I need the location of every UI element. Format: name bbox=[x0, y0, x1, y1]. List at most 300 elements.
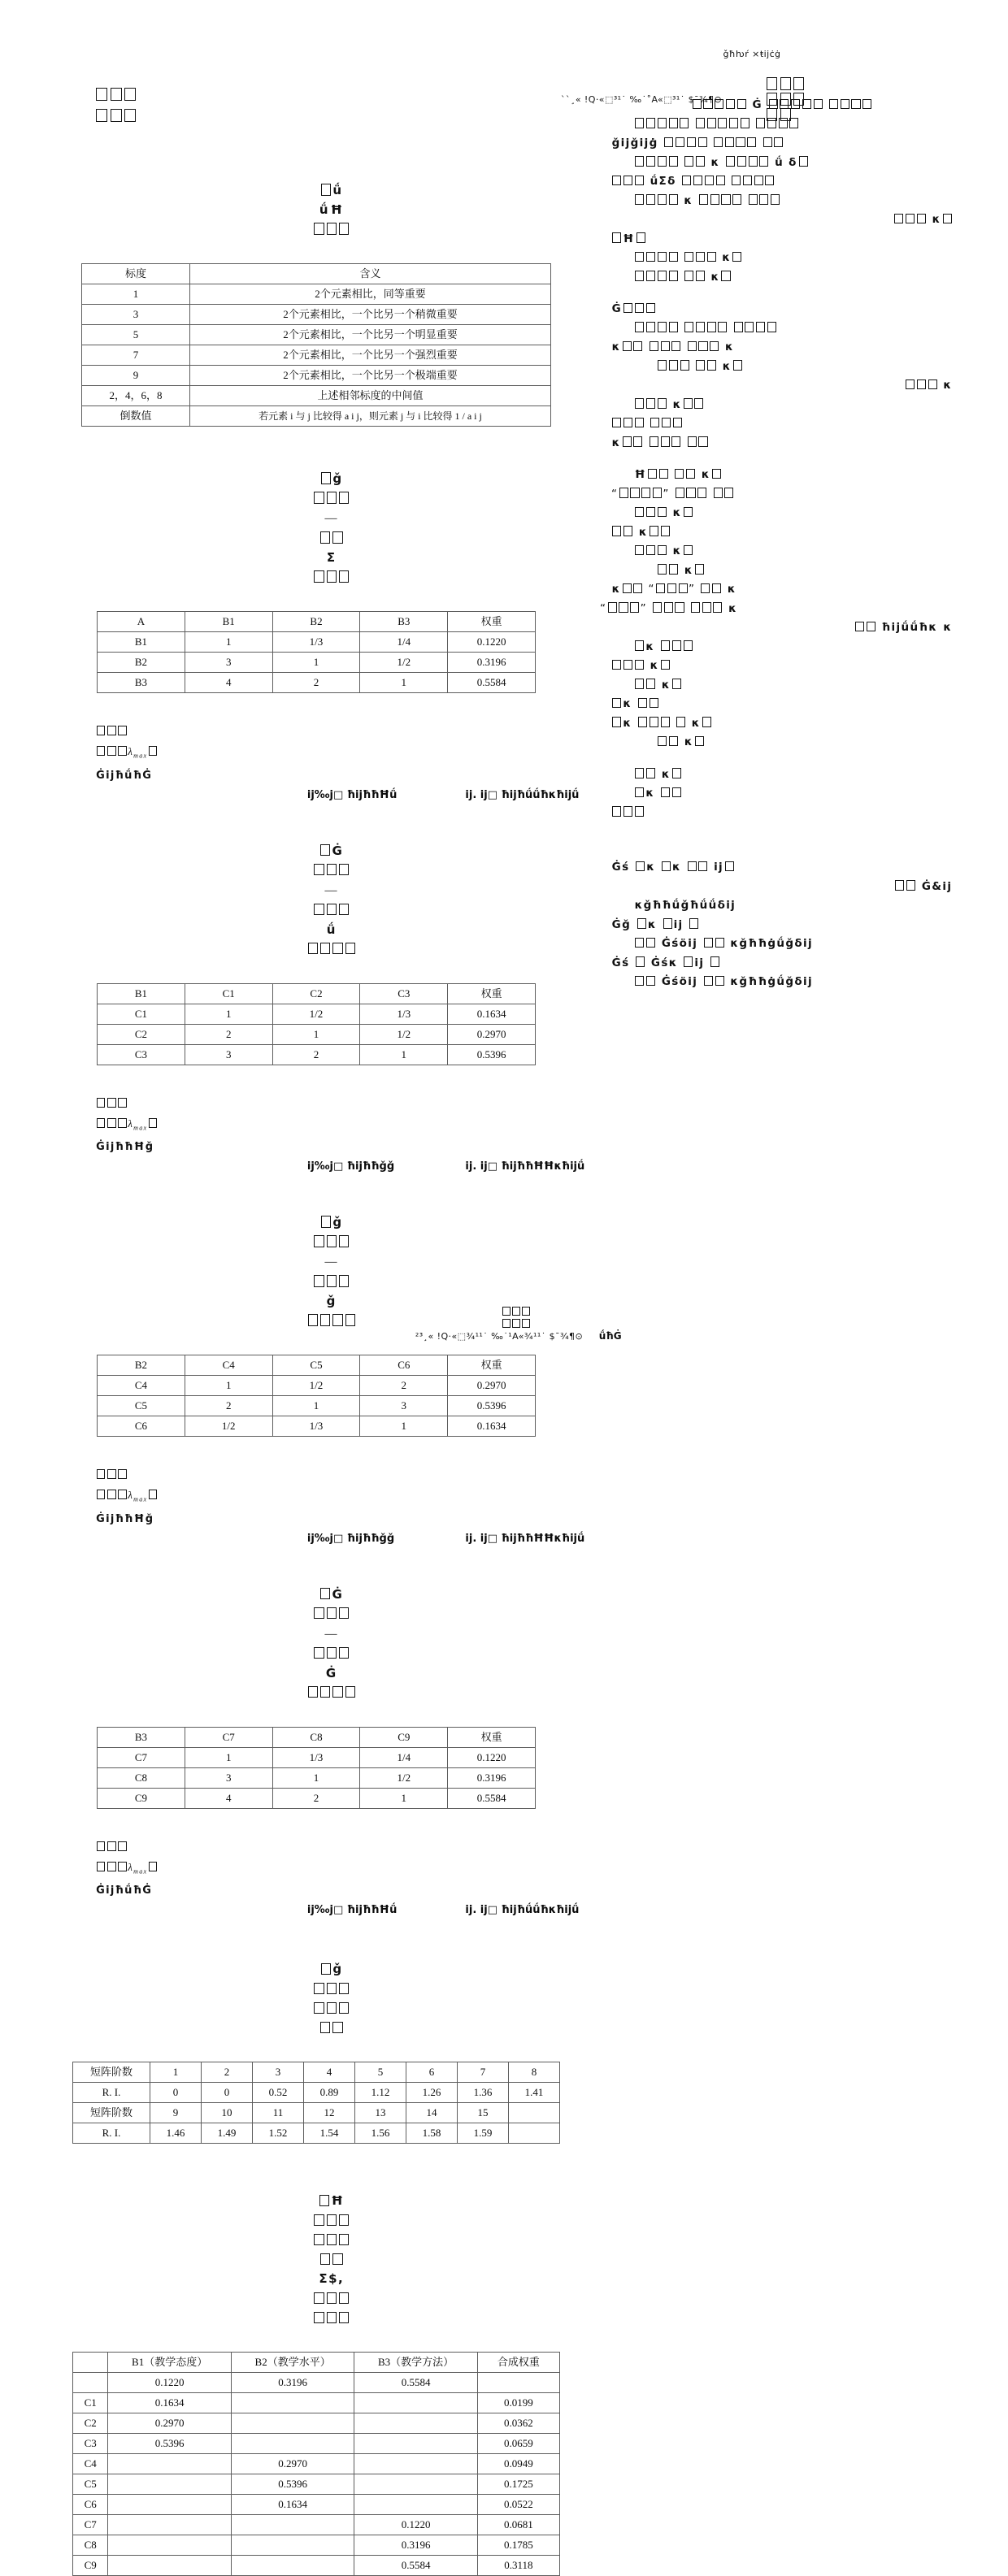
cell bbox=[354, 2413, 477, 2434]
table-ri-caption: ǧ bbox=[60, 1940, 572, 2057]
cell: 1.36 bbox=[458, 2083, 509, 2103]
cell: 2 bbox=[272, 1788, 360, 1808]
right-para-line: κ bbox=[611, 638, 953, 657]
comp-col-4: 合成权重 bbox=[477, 2353, 559, 2373]
right-para-line: κ κ bbox=[611, 340, 734, 353]
cell: C6 bbox=[98, 1416, 185, 1437]
table-ab-col-0: A bbox=[98, 612, 185, 632]
scale-meaning: 2个元素相比，一个比另一个明显重要 bbox=[190, 325, 551, 345]
table-row bbox=[73, 2556, 560, 2576]
table-ab-eigen-line bbox=[60, 703, 580, 805]
cr-value-b1c: ij. ij□ ħijħħĦĦκħijǘ bbox=[465, 1160, 585, 1173]
lambda-label-b1c: $\lambda_{max}$ ĠijħħĦǧ bbox=[60, 1075, 304, 1177]
table-row bbox=[73, 2393, 560, 2413]
right-list-item: Ġǧ κ ij bbox=[611, 916, 953, 935]
cell: 1/2 bbox=[360, 1024, 448, 1044]
scale-meaning: 上述相邻标度的中间值 bbox=[190, 386, 551, 406]
cell: B1 bbox=[98, 632, 185, 653]
cell: 1 bbox=[272, 1767, 360, 1788]
table-b3c bbox=[97, 1727, 536, 1809]
right-list-item: Ġś Ġśκ ij bbox=[611, 954, 953, 974]
comp-total: 0.0199 bbox=[477, 2393, 559, 2413]
table-b2c-caption: ǧ — ǧ bbox=[60, 1193, 572, 1350]
cell: 1/4 bbox=[360, 632, 448, 653]
cell: 0.2970 bbox=[448, 1024, 536, 1044]
right-para-line: κ bbox=[611, 523, 953, 543]
cell: 0.5396 bbox=[448, 1396, 536, 1416]
right-para-line: “ ” bbox=[611, 485, 953, 505]
table-b3c-col-4: 权重 bbox=[448, 1727, 536, 1747]
scale-key: 1 bbox=[82, 284, 190, 305]
table-row bbox=[98, 653, 536, 673]
cell: 1.59 bbox=[458, 2123, 509, 2144]
cr-value-b3c: ij. ij□ ħijħǘǘħκħijǘ bbox=[465, 1904, 580, 1917]
cell bbox=[108, 2535, 231, 2556]
comp-weight-b2: 0.3196 bbox=[231, 2373, 354, 2393]
cell bbox=[354, 2434, 477, 2454]
scale-key: 倒数值 bbox=[82, 406, 190, 427]
right-para-line: κ bbox=[611, 396, 953, 415]
cell: 1 bbox=[185, 1004, 272, 1024]
table-row bbox=[82, 386, 551, 406]
cell bbox=[108, 2515, 231, 2535]
cell bbox=[231, 2434, 354, 2454]
table-b2c-eigen-line bbox=[60, 1446, 585, 1549]
table-composite-body bbox=[73, 2353, 560, 2576]
table-row bbox=[98, 1788, 536, 1808]
cell: 0.89 bbox=[304, 2083, 355, 2103]
comp-row-label: C2 bbox=[73, 2413, 108, 2434]
cell bbox=[108, 2556, 231, 2576]
scale-key: 3 bbox=[82, 305, 190, 325]
cell: 8 bbox=[509, 2062, 560, 2083]
table-b3c-body bbox=[98, 1727, 536, 1808]
table-b1c-caption: Ġ — ǘ bbox=[60, 822, 572, 978]
table-row bbox=[98, 1767, 536, 1788]
footer-garbled: ²³¸« !Q·«⬚¾¹¹˙ ‰˙¹A«¾¹¹˙ $ˉ¾¶⊙ bbox=[415, 1331, 584, 1342]
cell: 7 bbox=[458, 2062, 509, 2083]
cell: 2 bbox=[360, 1376, 448, 1396]
cell: 0.1634 bbox=[448, 1416, 536, 1437]
cell bbox=[509, 2103, 560, 2123]
cell: 0.2970 bbox=[231, 2454, 354, 2474]
right-para-line: Ħ κ bbox=[611, 466, 953, 485]
right-para-line: κ bbox=[611, 434, 953, 453]
table-row bbox=[98, 1416, 536, 1437]
cell bbox=[354, 2474, 477, 2495]
cell: 0 bbox=[150, 2083, 202, 2103]
cell: C5 bbox=[98, 1396, 185, 1416]
comp-row-label: C1 bbox=[73, 2393, 108, 2413]
cell: 1 bbox=[360, 673, 448, 693]
cell: 10 bbox=[202, 2103, 253, 2123]
comp-total: 0.1725 bbox=[477, 2474, 559, 2495]
cell: 3 bbox=[253, 2062, 304, 2083]
cell: 0.1634 bbox=[448, 1004, 536, 1024]
cell: 6 bbox=[406, 2062, 458, 2083]
lambda-label-b2c: $\lambda_{max}$ ĠijħħĦǧ bbox=[60, 1446, 304, 1549]
cell: 1.56 bbox=[355, 2123, 406, 2144]
scale-meaning: 2个元素相比，同等重要 bbox=[190, 284, 551, 305]
table-row bbox=[98, 1044, 536, 1065]
cell: 0.3196 bbox=[448, 653, 536, 673]
cell: C2 bbox=[98, 1024, 185, 1044]
right-para-line: κ bbox=[611, 676, 953, 696]
cell bbox=[354, 2454, 477, 2474]
cell: 1/2 bbox=[272, 1376, 360, 1396]
table-b3c-col-0: B3 bbox=[98, 1727, 185, 1747]
cell: 2 bbox=[272, 673, 360, 693]
cell bbox=[108, 2495, 231, 2515]
right-para-line: ǘΣδ bbox=[611, 172, 953, 192]
cell: 0.3196 bbox=[354, 2535, 477, 2556]
right-para-line: κ bbox=[611, 657, 953, 676]
table-ri-body bbox=[73, 2062, 560, 2144]
comp-row-label: C6 bbox=[73, 2495, 108, 2515]
lambda-label-b3c: $\lambda_{max}$ ĠijħǘħĠ bbox=[60, 1819, 304, 1921]
cell: 1 bbox=[272, 1024, 360, 1044]
table-b1c-col-0: B1 bbox=[98, 983, 185, 1004]
ci-value-b2c: ij‰j□ ħijħħǧǧ bbox=[306, 1532, 395, 1545]
cr-value-b2c: ij. ij□ ħijħħĦĦκħijǘ bbox=[465, 1532, 585, 1545]
table-b3c-col-3: C9 bbox=[360, 1727, 448, 1747]
table-row bbox=[98, 612, 536, 632]
comp-total: 0.1785 bbox=[477, 2535, 559, 2556]
right-para-line: ħijǘǘħκ κ bbox=[611, 618, 953, 638]
scale-meaning: 2个元素相比，一个比另一个稍微重要 bbox=[190, 305, 551, 325]
ci-value-ab: ij‰j□ ħijħħĦǘ bbox=[306, 788, 398, 801]
scale-meaning: 若元素 i 与 j 比较得 a i j，则元素 j 与 i 比较得 1 / a i j bbox=[190, 406, 551, 427]
cell: 5 bbox=[355, 2062, 406, 2083]
right-list-item-cont: Ġśöij κǧħħġǘǧδij bbox=[611, 973, 953, 992]
table-ab-body bbox=[98, 612, 536, 693]
right-para-line: κ bbox=[611, 765, 953, 785]
table-row bbox=[98, 1747, 536, 1767]
comp-weight-b1: 0.1220 bbox=[108, 2373, 231, 2393]
cell: 0.5584 bbox=[448, 673, 536, 693]
right-para-line: κ bbox=[611, 562, 953, 581]
table-row bbox=[73, 2495, 560, 2515]
cell bbox=[231, 2393, 354, 2413]
table-scale-col-0: 标度 bbox=[82, 264, 190, 284]
cell: 1 bbox=[185, 1747, 272, 1767]
cell: 1.49 bbox=[202, 2123, 253, 2144]
cell: B3 bbox=[98, 673, 185, 693]
cell: 0.1220 bbox=[354, 2515, 477, 2535]
comp-row-label: C5 bbox=[73, 2474, 108, 2495]
table-ab-col-3: B3 bbox=[360, 612, 448, 632]
cell: 1/2 bbox=[272, 1004, 360, 1024]
table-b3c-eigen-line bbox=[60, 1819, 580, 1921]
cell: 3 bbox=[185, 1044, 272, 1065]
cell: 2 bbox=[202, 2062, 253, 2083]
cell: 0.5584 bbox=[354, 2556, 477, 2576]
table-b1c-col-1: C1 bbox=[185, 983, 272, 1004]
right-column bbox=[600, 47, 953, 992]
cell: 2 bbox=[185, 1024, 272, 1044]
ci-value-b1c: ij‰j□ ħijħħǧǧ bbox=[306, 1160, 395, 1173]
cell: 4 bbox=[304, 2062, 355, 2083]
right-para-line: κ bbox=[611, 542, 953, 562]
right-list-item-cont: κǧħħǘǧħǘǘδij bbox=[634, 899, 736, 912]
cell: 1 bbox=[360, 1416, 448, 1437]
table-row bbox=[82, 305, 551, 325]
comp-row-label: C7 bbox=[73, 2515, 108, 2535]
cell bbox=[231, 2535, 354, 2556]
table-b2c-col-0: B2 bbox=[98, 1355, 185, 1376]
cell bbox=[477, 2373, 559, 2393]
cell: 1 bbox=[272, 653, 360, 673]
cell: C4 bbox=[98, 1376, 185, 1396]
cell: C1 bbox=[98, 1004, 185, 1024]
cell: 0.1220 bbox=[448, 632, 536, 653]
table-b2c-col-4: 权重 bbox=[448, 1355, 536, 1376]
cell: 1.41 bbox=[509, 2083, 560, 2103]
table-composite bbox=[72, 2352, 560, 2576]
table-row bbox=[82, 406, 551, 427]
table-row bbox=[82, 366, 551, 386]
cell: C8 bbox=[98, 1767, 185, 1788]
running-head-line-2: ˋˋ¸« !Q·«⬚³¹˙ ‰˙˚A«⬚³¹˙ $ˉ¾¶⊙ bbox=[561, 94, 723, 105]
scale-key: 5 bbox=[82, 325, 190, 345]
cell bbox=[354, 2393, 477, 2413]
cell bbox=[108, 2454, 231, 2474]
table-b2c-col-3: C6 bbox=[360, 1355, 448, 1376]
footer-page-number: ǘħĠ bbox=[598, 1330, 622, 1342]
right-para-line: κ bbox=[611, 376, 953, 396]
right-para-line: κ bbox=[611, 249, 953, 268]
right-para-line: κ bbox=[611, 192, 953, 211]
table-composite-caption: Ħ Σ$, bbox=[60, 2171, 572, 2347]
comp-total: 0.3118 bbox=[477, 2556, 559, 2576]
ri-row-label: 短阵阶数 bbox=[73, 2103, 150, 2123]
table-row bbox=[73, 2474, 560, 2495]
cell: 0.1634 bbox=[231, 2495, 354, 2515]
cell: 1 bbox=[360, 1788, 448, 1808]
cell: 0.5396 bbox=[448, 1044, 536, 1065]
right-para-line: κ bbox=[611, 210, 953, 230]
table-b1c-eigen-line bbox=[60, 1075, 585, 1177]
cell bbox=[231, 2556, 354, 2576]
cell bbox=[509, 2123, 560, 2144]
cell: 1/2 bbox=[360, 653, 448, 673]
right-para-line: κ bbox=[611, 358, 953, 377]
table-row bbox=[82, 325, 551, 345]
comp-total: 0.0949 bbox=[477, 2454, 559, 2474]
cell: 3 bbox=[185, 653, 272, 673]
cell: 0 bbox=[202, 2083, 253, 2103]
cell: 1 bbox=[185, 632, 272, 653]
cell: 4 bbox=[185, 673, 272, 693]
cell: 2 bbox=[272, 1044, 360, 1065]
table-b2c-body bbox=[98, 1355, 536, 1437]
cell: 2 bbox=[185, 1396, 272, 1416]
comp-row-label: C9 bbox=[73, 2556, 108, 2576]
table-b1c-col-3: C3 bbox=[360, 983, 448, 1004]
cell: 0.52 bbox=[253, 2083, 304, 2103]
cell: 1/3 bbox=[272, 1747, 360, 1767]
cell bbox=[108, 2474, 231, 2495]
cell: 9 bbox=[150, 2103, 202, 2123]
ci-value-b3c: ij‰j□ ħijħħĦǘ bbox=[306, 1904, 398, 1917]
table-row bbox=[98, 1727, 536, 1747]
table-scale-col-1: 含义 bbox=[190, 264, 551, 284]
table-row bbox=[98, 983, 536, 1004]
cell: 1/2 bbox=[185, 1416, 272, 1437]
cell: 0.5396 bbox=[231, 2474, 354, 2495]
comp-weight-b3: 0.5584 bbox=[354, 2373, 477, 2393]
right-list-item-cont: Ġśöij κǧħħġǘǧδij bbox=[611, 935, 953, 954]
running-head-line-1: ǧħƕŕ ×ŧijċġ bbox=[723, 49, 781, 59]
cell: 1/3 bbox=[360, 1004, 448, 1024]
table-row bbox=[73, 2515, 560, 2535]
cell: 0.5396 bbox=[108, 2434, 231, 2454]
ri-row-label: R. I. bbox=[73, 2083, 150, 2103]
appendix-heading bbox=[60, 63, 572, 148]
comp-row-label: C8 bbox=[73, 2535, 108, 2556]
cell: 15 bbox=[458, 2103, 509, 2123]
table-scale-body bbox=[82, 264, 551, 427]
right-para-line bbox=[611, 804, 953, 823]
table-b1c-col-2: C2 bbox=[272, 983, 360, 1004]
comp-total: 0.0681 bbox=[477, 2515, 559, 2535]
right-para-line: κ bbox=[611, 268, 953, 288]
ri-row-label: 短阵阶数 bbox=[73, 2062, 150, 2083]
table-scale-caption: ǘ ǘ Ħ bbox=[60, 161, 572, 258]
table-row bbox=[98, 1376, 536, 1396]
table-row bbox=[73, 2454, 560, 2474]
cell: 0.3196 bbox=[448, 1767, 536, 1788]
table-b3c-caption: Ġ — Ġ bbox=[60, 1565, 572, 1722]
table-scale bbox=[81, 263, 551, 427]
cell: 1/4 bbox=[360, 1747, 448, 1767]
scale-key: 2，4，6，8 bbox=[82, 386, 190, 406]
table-ab-col-1: B1 bbox=[185, 612, 272, 632]
cell: 12 bbox=[304, 2103, 355, 2123]
cell: 1.46 bbox=[150, 2123, 202, 2144]
table-row bbox=[98, 632, 536, 653]
right-para-line bbox=[611, 414, 953, 434]
table-ab-caption: ǧ — Σ bbox=[60, 449, 572, 606]
cell: 0.2970 bbox=[448, 1376, 536, 1396]
table-b2c bbox=[97, 1355, 536, 1437]
right-para-line: “ ” κ bbox=[600, 601, 738, 615]
scale-key: 7 bbox=[82, 345, 190, 366]
table-ab-col-2: B2 bbox=[272, 612, 360, 632]
table-row bbox=[73, 2353, 560, 2373]
cell: 4 bbox=[185, 1788, 272, 1808]
cell: 14 bbox=[406, 2103, 458, 2123]
cell: 1.12 bbox=[355, 2083, 406, 2103]
comp-total: 0.0522 bbox=[477, 2495, 559, 2515]
table-row bbox=[82, 284, 551, 305]
comp-row-label: C3 bbox=[73, 2434, 108, 2454]
table-ab-col-4: 权重 bbox=[448, 612, 536, 632]
right-list-item: Ġś κ κ ij bbox=[611, 858, 953, 878]
table-row bbox=[98, 1396, 536, 1416]
comp-col-2: B2（教学水平） bbox=[231, 2353, 354, 2373]
cr-value-ab: ij. ij□ ħijħǘǘħκħijǘ bbox=[465, 788, 580, 801]
comp-total: 0.0659 bbox=[477, 2434, 559, 2454]
table-b2c-col-2: C5 bbox=[272, 1355, 360, 1376]
cell: 1 bbox=[272, 1396, 360, 1416]
cell: 0.2970 bbox=[108, 2413, 231, 2434]
cell: 0.1634 bbox=[108, 2393, 231, 2413]
table-b1c bbox=[97, 983, 536, 1065]
cell: 11 bbox=[253, 2103, 304, 2123]
table-row bbox=[98, 673, 536, 693]
table-row bbox=[73, 2413, 560, 2434]
cell: C3 bbox=[98, 1044, 185, 1065]
right-para-line: κ bbox=[611, 784, 953, 804]
cell: 1/2 bbox=[360, 1767, 448, 1788]
cell bbox=[231, 2413, 354, 2434]
table-row bbox=[98, 1355, 536, 1376]
cell bbox=[354, 2495, 477, 2515]
scale-meaning: 2个元素相比，一个比另一个强烈重要 bbox=[190, 345, 551, 366]
right-list-item-cont: Ġ&ij bbox=[611, 878, 953, 897]
table-b3c-col-2: C8 bbox=[272, 1727, 360, 1747]
cell: C7 bbox=[98, 1747, 185, 1767]
table-row bbox=[73, 2083, 560, 2103]
right-para-line: κ bbox=[611, 733, 953, 752]
table-row bbox=[98, 1004, 536, 1024]
scale-meaning: 2个元素相比，一个比另一个极端重要 bbox=[190, 366, 551, 386]
right-para-line: κ κ bbox=[611, 714, 953, 734]
table-row bbox=[73, 2123, 560, 2144]
table-b1c-body bbox=[98, 983, 536, 1065]
cell: 13 bbox=[355, 2103, 406, 2123]
table-ri bbox=[72, 2062, 560, 2144]
cell: 1/3 bbox=[272, 1416, 360, 1437]
cell bbox=[231, 2515, 354, 2535]
table-row bbox=[73, 2062, 560, 2083]
table-row bbox=[73, 2434, 560, 2454]
cell: 1 bbox=[150, 2062, 202, 2083]
cell: 0.5584 bbox=[448, 1788, 536, 1808]
right-para-line: Ġ bbox=[611, 96, 953, 115]
table-b1c-col-4: 权重 bbox=[448, 983, 536, 1004]
right-para-line bbox=[611, 115, 953, 135]
cell: 1.26 bbox=[406, 2083, 458, 2103]
table-ab bbox=[97, 611, 536, 693]
right-para-line: Ġ bbox=[611, 300, 953, 319]
right-para-line: ǧijǧijġ bbox=[611, 134, 953, 154]
table-row bbox=[82, 345, 551, 366]
cell: 1.58 bbox=[406, 2123, 458, 2144]
cell bbox=[73, 2373, 108, 2393]
comp-col-3: B3（教学方法） bbox=[354, 2353, 477, 2373]
cell: 1 bbox=[360, 1044, 448, 1065]
cell: 1.54 bbox=[304, 2123, 355, 2144]
right-para-line: κ bbox=[611, 504, 953, 523]
cell: 1 bbox=[185, 1376, 272, 1396]
table-row bbox=[73, 2535, 560, 2556]
cell: 1.52 bbox=[253, 2123, 304, 2144]
right-para-line: Ħ bbox=[611, 230, 953, 249]
comp-col-0 bbox=[73, 2353, 108, 2373]
cell: 1/3 bbox=[272, 632, 360, 653]
right-para-line bbox=[611, 319, 953, 339]
right-para-line: κ ǘ δ bbox=[611, 154, 953, 173]
cell: C9 bbox=[98, 1788, 185, 1808]
comp-total: 0.0362 bbox=[477, 2413, 559, 2434]
comp-col-1: B1（教学态度） bbox=[108, 2353, 231, 2373]
cell: 3 bbox=[360, 1396, 448, 1416]
comp-row-label: C4 bbox=[73, 2454, 108, 2474]
ri-row-label: R. I. bbox=[73, 2123, 150, 2144]
scale-key: 9 bbox=[82, 366, 190, 386]
